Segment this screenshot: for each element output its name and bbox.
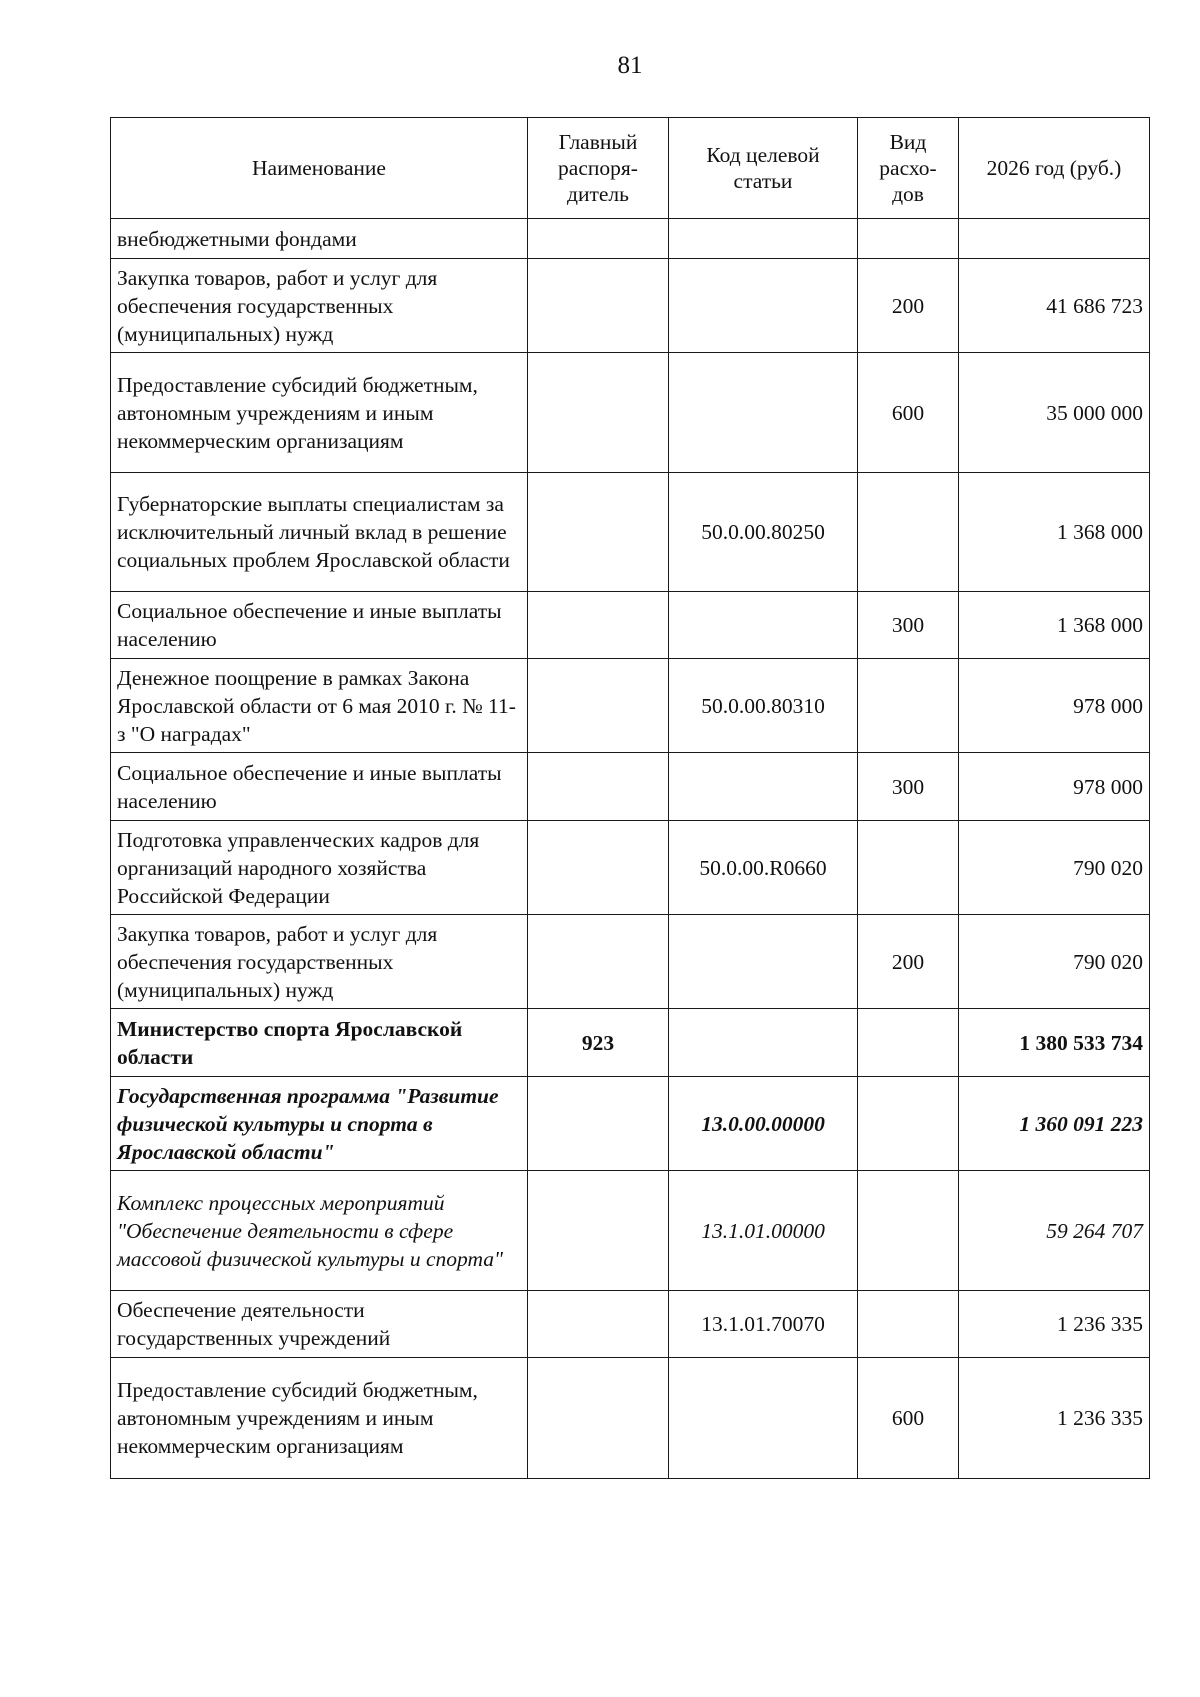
row-target-code-cell: 50.0.00.80250 bbox=[669, 473, 858, 592]
row-expense-type-cell: 200 bbox=[858, 915, 959, 1009]
row-expense-type-cell bbox=[858, 1009, 959, 1077]
row-expense-type-cell bbox=[858, 1171, 959, 1291]
table-body bbox=[111, 219, 1150, 1479]
row-name-cell: Социальное обеспечение и иные выплаты населению bbox=[111, 592, 528, 659]
row-expense-type-cell: 300 bbox=[858, 753, 959, 821]
row-target-code-cell: 13.0.00.00000 bbox=[669, 1077, 858, 1171]
row-name-cell: Губернаторские выплаты специалистам за исключительный личный вклад в решение социальных проблем Ярославской области bbox=[111, 473, 528, 592]
row-amount-cell: 790 020 bbox=[959, 821, 1150, 915]
row-amount-cell: 978 000 bbox=[959, 659, 1150, 753]
table-row bbox=[111, 592, 1150, 659]
row-name-cell: Денежное поощрение в рамках Закона Ярославской области от 6 мая 2010 г. № 11-з "О наградах" bbox=[111, 659, 528, 753]
row-target-code-cell bbox=[669, 219, 858, 259]
row-name-cell: Министерство спорта Ярославской области bbox=[111, 1009, 528, 1077]
header-target-code: Код целевой статьи bbox=[669, 118, 858, 219]
row-target-code-cell: 50.0.00.80310 bbox=[669, 659, 858, 753]
row-chief-administrator-cell bbox=[528, 659, 669, 753]
table-header-row bbox=[111, 118, 1150, 219]
row-target-code-cell bbox=[669, 592, 858, 659]
row-chief-administrator-cell bbox=[528, 1077, 669, 1171]
row-expense-type-cell bbox=[858, 473, 959, 592]
table-row bbox=[111, 1077, 1150, 1171]
row-target-code-cell bbox=[669, 915, 858, 1009]
row-target-code-cell bbox=[669, 1009, 858, 1077]
row-name-cell: внебюджетными фондами bbox=[111, 219, 528, 259]
row-chief-administrator-cell bbox=[528, 1358, 669, 1479]
row-chief-administrator-cell bbox=[528, 821, 669, 915]
row-amount-cell: 35 000 000 bbox=[959, 353, 1150, 473]
table-row bbox=[111, 1009, 1150, 1077]
row-expense-type-cell bbox=[858, 219, 959, 259]
row-amount-cell: 1 360 091 223 bbox=[959, 1077, 1150, 1171]
row-expense-type-cell bbox=[858, 659, 959, 753]
header-amount-2026: 2026 год (руб.) bbox=[959, 118, 1150, 219]
row-chief-administrator-cell bbox=[528, 259, 669, 353]
row-expense-type-cell bbox=[858, 1077, 959, 1171]
row-amount-cell: 978 000 bbox=[959, 753, 1150, 821]
table-row bbox=[111, 753, 1150, 821]
header-expense-type: Вид расхо-дов bbox=[858, 118, 959, 219]
row-name-cell: Комплекс процессных мероприятий "Обеспечение деятельности в сфере массовой физической культуры и спорта" bbox=[111, 1171, 528, 1291]
table-row bbox=[111, 821, 1150, 915]
row-expense-type-cell bbox=[858, 1291, 959, 1358]
row-amount-cell: 1 236 335 bbox=[959, 1291, 1150, 1358]
row-name-cell: Закупка товаров, работ и услуг для обеспечения государственных (муниципальных) нужд bbox=[111, 915, 528, 1009]
row-amount-cell: 41 686 723 bbox=[959, 259, 1150, 353]
row-chief-administrator-cell: 923 bbox=[528, 1009, 669, 1077]
table-row bbox=[111, 915, 1150, 1009]
row-chief-administrator-cell bbox=[528, 1171, 669, 1291]
row-name-cell: Закупка товаров, работ и услуг для обеспечения государственных (муниципальных) нужд bbox=[111, 259, 528, 353]
row-target-code-cell bbox=[669, 353, 858, 473]
row-name-cell: Обеспечение деятельности государственных учреждений bbox=[111, 1291, 528, 1358]
table-row bbox=[111, 1171, 1150, 1291]
row-chief-administrator-cell bbox=[528, 915, 669, 1009]
row-target-code-cell bbox=[669, 259, 858, 353]
row-name-cell: Предоставление субсидий бюджетным, автономным учреждениям и иным некоммерческим организациям bbox=[111, 1358, 528, 1479]
table-row bbox=[111, 353, 1150, 473]
row-chief-administrator-cell bbox=[528, 353, 669, 473]
row-name-cell: Социальное обеспечение и иные выплаты населению bbox=[111, 753, 528, 821]
table-row bbox=[111, 659, 1150, 753]
row-chief-administrator-cell bbox=[528, 473, 669, 592]
row-expense-type-cell: 600 bbox=[858, 1358, 959, 1479]
row-expense-type-cell bbox=[858, 821, 959, 915]
header-chief-administrator: Главный распоря-дитель bbox=[528, 118, 669, 219]
row-name-cell: Предоставление субсидий бюджетным, автономным учреждениям и иным некоммерческим организациям bbox=[111, 353, 528, 473]
row-chief-administrator-cell bbox=[528, 219, 669, 259]
row-expense-type-cell: 300 bbox=[858, 592, 959, 659]
table-row bbox=[111, 219, 1150, 259]
row-expense-type-cell: 200 bbox=[858, 259, 959, 353]
table-row bbox=[111, 1358, 1150, 1479]
row-target-code-cell bbox=[669, 1358, 858, 1479]
row-expense-type-cell: 600 bbox=[858, 353, 959, 473]
row-amount-cell: 59 264 707 bbox=[959, 1171, 1150, 1291]
row-target-code-cell bbox=[669, 753, 858, 821]
row-amount-cell: 1 236 335 bbox=[959, 1358, 1150, 1479]
row-amount-cell bbox=[959, 219, 1150, 259]
table-row bbox=[111, 259, 1150, 353]
row-chief-administrator-cell bbox=[528, 592, 669, 659]
row-amount-cell: 1 368 000 bbox=[959, 473, 1150, 592]
row-target-code-cell: 13.1.01.70070 bbox=[669, 1291, 858, 1358]
row-amount-cell: 1 368 000 bbox=[959, 592, 1150, 659]
row-target-code-cell: 50.0.00.R0660 bbox=[669, 821, 858, 915]
table-row bbox=[111, 473, 1150, 592]
row-chief-administrator-cell bbox=[528, 753, 669, 821]
row-name-cell: Подготовка управленческих кадров для организаций народного хозяйства Российской Федерации bbox=[111, 821, 528, 915]
row-name-cell: Государственная программа "Развитие физической культуры и спорта в Ярославской области" bbox=[111, 1077, 528, 1171]
row-amount-cell: 790 020 bbox=[959, 915, 1150, 1009]
budget-table bbox=[110, 117, 1150, 1479]
row-target-code-cell: 13.1.01.00000 bbox=[669, 1171, 858, 1291]
row-chief-administrator-cell bbox=[528, 1291, 669, 1358]
page-number: 81 bbox=[617, 52, 643, 79]
header-name: Наименование bbox=[111, 118, 528, 219]
row-amount-cell: 1 380 533 734 bbox=[959, 1009, 1150, 1077]
table-row bbox=[111, 1291, 1150, 1358]
